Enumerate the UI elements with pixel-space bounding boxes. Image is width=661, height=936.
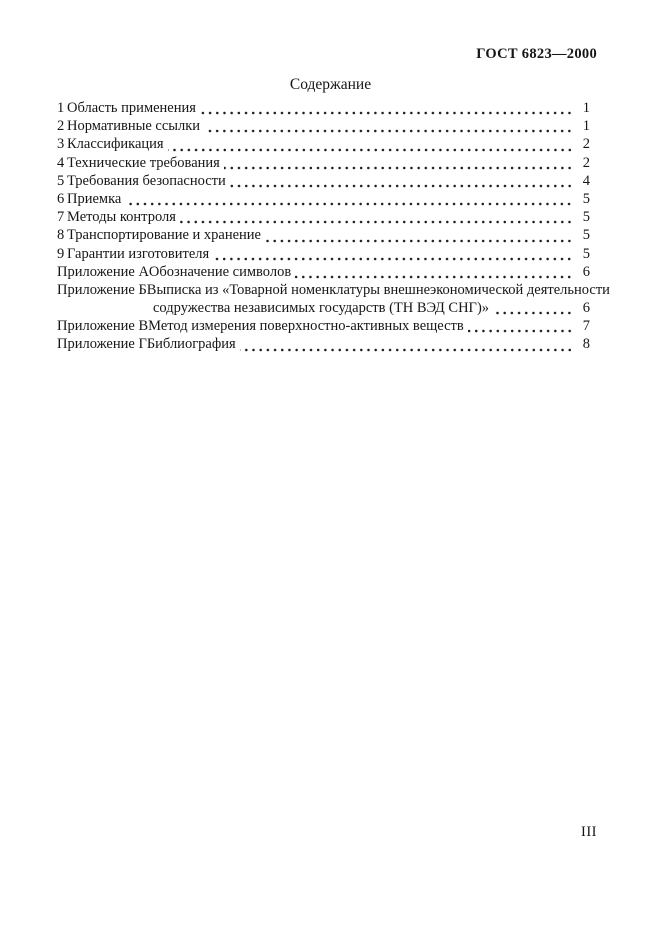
dot-leader [180, 213, 573, 226]
toc-entry-number: 2 [57, 118, 65, 135]
appendix-label: Приложение А [57, 263, 149, 280]
toc-entry-page: 1 [582, 118, 590, 135]
toc-entry-title: Гарантии изготовителя [67, 245, 210, 262]
dot-leader [224, 159, 573, 172]
toc-entry-title: Нормативные ссылки [67, 118, 201, 135]
appendix-label: Приложение В [57, 318, 149, 335]
appendix-title: Библиография [146, 336, 236, 353]
toc-entry-number: 1 [57, 100, 65, 116]
appendix-entry-continuation [57, 299, 590, 317]
dot-leader [125, 195, 573, 208]
dot-leader [493, 304, 573, 317]
toc-entry-number: 7 [57, 209, 65, 226]
dot-leader [168, 141, 573, 154]
dot-leader [240, 341, 573, 354]
appendix-entry [57, 263, 590, 281]
page-title: Содержание [289, 76, 372, 93]
toc-entry-title: Область применения [67, 100, 196, 116]
toc-entry-title: Методы контроля [67, 209, 176, 226]
toc-entry-title: Технические требования [67, 154, 220, 171]
toc-entry-number: 4 [57, 154, 65, 171]
toc-entry-number: 8 [57, 227, 65, 244]
toc-entry-title: Приемка [67, 190, 122, 207]
toc-entry-page: 2 [582, 154, 590, 171]
toc-entry-number: 3 [57, 136, 65, 153]
appendix-title-line2: содружества независимых государств (ТН ВЭД СНГ)» [153, 300, 490, 317]
toc-entry-title: Классификация [67, 136, 164, 153]
appendix-page: 7 [582, 318, 590, 335]
appendix-title: Обозначение символов [148, 263, 292, 280]
page-number-roman: III [581, 824, 597, 840]
appendix-page: 6 [582, 300, 590, 317]
toc-entry [57, 190, 590, 208]
toc-entry-page: 5 [582, 245, 590, 262]
toc-entry [57, 99, 590, 117]
dot-leader [265, 232, 573, 245]
toc-entry [57, 172, 590, 190]
appendix-page: 8 [582, 336, 590, 353]
appendix-entry [57, 317, 590, 335]
toc-entry-page: 5 [582, 209, 590, 226]
toc-entry-number: 5 [57, 172, 65, 189]
toc-entry-title: Требования безопасности [67, 172, 226, 189]
toc-entry-page: 5 [582, 227, 590, 244]
appendix-title-line1: Выписка из «Товарной номенклатуры внешнеэкономической деятельности [146, 281, 610, 298]
toc-entry-page: 1 [582, 100, 590, 116]
toc-entry-number: 6 [57, 190, 65, 207]
toc-entry [57, 117, 590, 135]
toc-entry [57, 245, 590, 263]
appendix-title: Метод измерения поверхностно-активных веществ [148, 318, 464, 335]
dot-leader [204, 122, 573, 135]
appendix-entry [57, 281, 610, 299]
appendix-page: 6 [582, 263, 590, 280]
toc-entry-page: 4 [582, 172, 590, 189]
toc-entry [57, 154, 590, 172]
toc-entry-page: 2 [582, 136, 590, 153]
toc-entry [57, 208, 590, 226]
dot-leader [468, 322, 573, 335]
document-header-code: ГОСТ 6823—2000 [476, 46, 597, 62]
dot-leader [200, 104, 573, 117]
table-of-contents [57, 99, 610, 354]
toc-entry [57, 226, 590, 244]
toc-entry [57, 135, 590, 153]
toc-entry-page: 5 [582, 190, 590, 207]
appendix-entry [57, 335, 590, 353]
appendix-label: Приложение Б [57, 281, 147, 298]
dot-leader [213, 250, 573, 263]
toc-entry-number: 9 [57, 245, 65, 262]
appendix-label: Приложение Г [57, 336, 147, 353]
dot-leader [295, 268, 573, 281]
toc-entry-title: Транспортирование и хранение [67, 227, 261, 244]
dot-leader [230, 177, 573, 190]
